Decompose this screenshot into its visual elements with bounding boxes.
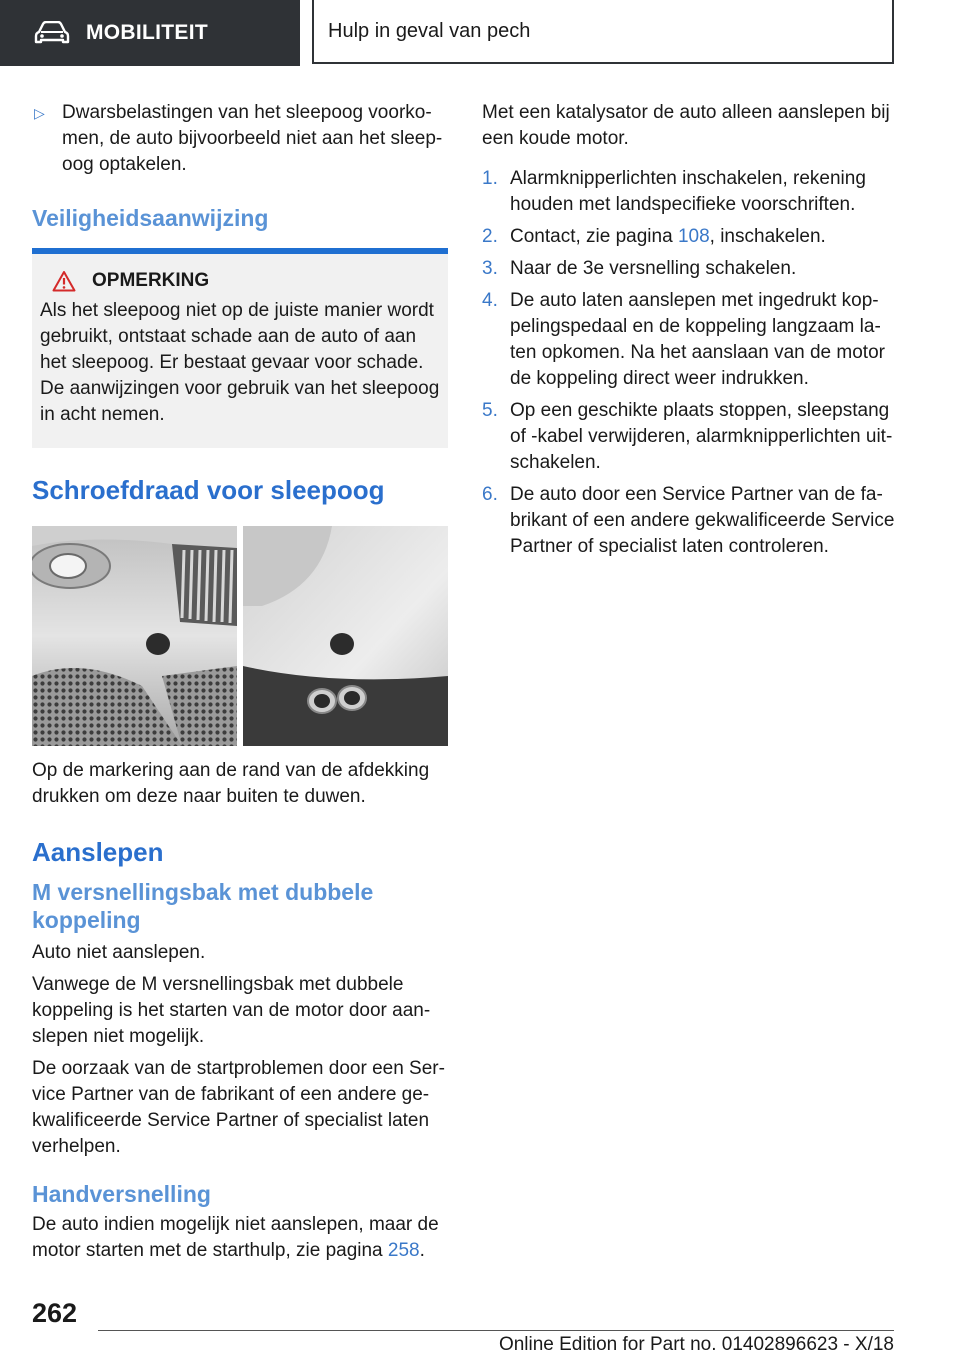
bullet-text: Dwarsbelastingen van het sleepoog voorko-men, de auto bijvoorbeeld niet aan het sleep-oog optakelen. xyxy=(62,102,443,175)
footer-divider xyxy=(98,1330,894,1331)
step-text: Alarmknipperlichten inschakelen, rekening houden met landspecifieke voorschriften. xyxy=(510,168,866,215)
section-tab[interactable] xyxy=(0,0,300,66)
step-text xyxy=(510,224,826,250)
paragraph: De oorzaak van de startproblemen door een Ser-vice Partner van de fabrikant of een andere ge-kwalificeerde Service Partner of specialist laten verhelpen. xyxy=(32,1058,445,1157)
step-number: 4. xyxy=(482,290,498,311)
step-number: 6. xyxy=(482,484,498,505)
car-icon xyxy=(34,21,70,45)
steps-list xyxy=(482,166,896,560)
towing-heading: Aanslepen xyxy=(32,837,164,867)
step-text: Naar de 3e versnelling schakelen. xyxy=(510,258,797,279)
photo-caption: Op de markering aan de rand van de afdekking drukken om deze naar buiten te duwen. xyxy=(32,760,430,807)
list-item xyxy=(482,288,896,392)
triangle-bullet-icon: ▷ xyxy=(34,105,45,121)
right-column xyxy=(482,100,896,566)
screw-thread-heading: Schroefdraad voor sleepoog xyxy=(32,475,385,505)
step-number: 5. xyxy=(482,400,498,421)
left-column xyxy=(32,100,448,1264)
list-item xyxy=(482,482,896,560)
bullet-item xyxy=(32,100,448,178)
step-text-before: Contact, zie pagina xyxy=(510,226,678,247)
page-header xyxy=(0,0,960,66)
notice-title: OPMERKING xyxy=(92,270,210,291)
car-bumper-illustration xyxy=(32,526,448,746)
step-text: De auto laten aanslepen met ingedrukt kop-pelingspedaal en de koppeling langzaam la-ten opkomen. Na het aanslaan van de motor de koppeling direct weer indrukken. xyxy=(510,290,885,389)
step-number: 1. xyxy=(482,168,498,189)
step-text: De auto door een Service Partner van de fa-brikant of een andere gekwalificeerde Service Partner of specialist laten controleren. xyxy=(510,484,895,557)
safety-heading: Veiligheidsaanwijzing xyxy=(32,205,269,231)
manual-paragraph-text: De auto indien mogelijk niet aanslepen, maar de motor starten met de starthulp, zie pagina xyxy=(32,1214,439,1261)
list-item xyxy=(482,398,896,476)
paragraph: Auto niet aanslepen. xyxy=(32,942,206,963)
chapter-tab[interactable] xyxy=(312,0,894,64)
chapter-tab-label: Hulp in geval van pech xyxy=(328,19,531,42)
notice-header xyxy=(52,270,440,292)
notice-paragraph: De aanwijzingen voor gebruik van het sleepoog in acht nemen. xyxy=(40,378,440,425)
step-number: 2. xyxy=(482,226,498,247)
page-link-108[interactable]: 108 xyxy=(677,226,710,247)
step-number: 3. xyxy=(482,258,498,279)
list-item xyxy=(482,256,896,282)
manual-gearbox-heading: Handversnelling xyxy=(32,1181,211,1207)
warning-icon xyxy=(52,270,76,292)
page-link-258[interactable]: 258 xyxy=(387,1240,420,1261)
section-tab-label: MOBILITEIT xyxy=(86,21,208,44)
edition-footer: Online Edition for Part no. 01402896623 - X/18 xyxy=(498,1334,894,1355)
list-item xyxy=(482,166,896,218)
page-number: 262 xyxy=(32,1298,78,1328)
step-text-after: , inschakelen. xyxy=(709,226,826,247)
m-gearbox-heading: M versnellingsbak met dubbele koppeling xyxy=(32,879,374,933)
step-text: Op een geschikte plaats stoppen, sleepstang of -kabel verwijderen, alarmknipperlichten uit-schakelen. xyxy=(510,400,893,473)
notice-paragraph: Als het sleepoog niet op de juiste manier wordt gebruikt, ontstaat schade aan de auto of aan het sleepoog. Er bestaat gevaar voor schade. xyxy=(40,300,434,373)
paragraph: Vanwege de M versnellingsbak met dubbele koppeling is het starten van de motor door aan-slepen niet mogelijk. xyxy=(32,974,431,1047)
list-item xyxy=(482,224,896,250)
manual-paragraph xyxy=(32,1212,448,1264)
catalyst-note: Met een katalysator de auto alleen aanslepen bij een koude motor. xyxy=(482,102,890,149)
tow-eye-cover-photo xyxy=(32,526,448,746)
manual-paragraph-end: . xyxy=(419,1240,425,1261)
notice-box xyxy=(32,254,448,448)
